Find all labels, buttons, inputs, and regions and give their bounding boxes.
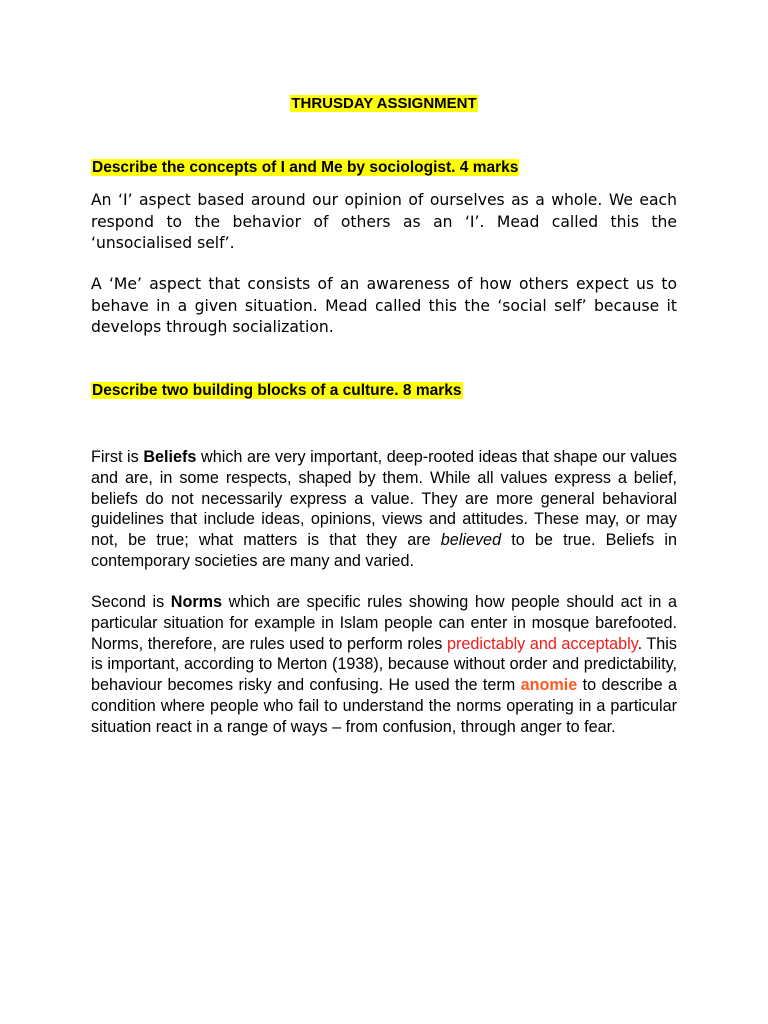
norms-term: Norms	[170, 593, 223, 611]
question-2-heading	[91, 380, 681, 402]
anomie-term: anomie	[520, 676, 578, 695]
question-2-heading-text: Describe two building blocks of a culture. 8 marks	[92, 382, 462, 399]
beliefs-term: Beliefs	[143, 448, 197, 466]
beliefs-text-1: which are very important, deep-rooted ideas that shape our values and are, in some respects, shaped by them. While all values express a belief, beliefs do not necessarily express a value. They are more general behavioral guidelines that include ideas, opinions, views and attitudes. These may, or may not, be true; what matters is that they are	[91, 448, 677, 550]
norms-text-3: to describe a condition where people who fail to understand the norms operating in a particular situation react in a range of ways – from confusion, through anger to fear.	[91, 676, 677, 736]
beliefs-text-2: to be true. Beliefs in contemporary societies are many and varied.	[91, 531, 678, 570]
predictably-acceptably-phrase: predictably and acceptably	[446, 634, 638, 653]
norms-text-2: . This is important, according to Merton (1938), because without order and predictability, behaviour becomes risky and confusing. He used the term	[91, 634, 677, 695]
norms-lead: Second is	[91, 593, 171, 611]
norms-text-1: which are specific rules showing how people should act in a particular situation for example in Islam people can enter in mosque barefooted. Norms, therefore, are rules used to perform roles	[91, 593, 677, 653]
beliefs-paragraph	[91, 447, 677, 572]
norms-paragraph	[91, 592, 677, 738]
question-1-heading-text: Describe the concepts of I and Me by sociologist. 4 marks	[92, 159, 519, 176]
i-aspect-paragraph: An ‘I’ aspect based around our opinion of ourselves as a whole. We each respond to the behavior of others as an ‘I’. Mead called this the ‘unsocialised self’.	[91, 191, 677, 252]
question-1-heading	[91, 157, 681, 179]
believed-emphasis: believed	[440, 531, 502, 550]
document-title	[0, 93, 768, 115]
beliefs-lead: First is	[91, 448, 144, 466]
title-highlight: THRUSDAY ASSIGNMENT	[291, 95, 477, 112]
me-aspect-paragraph: A ‘Me’ aspect that consists of an awareness of how others expect us to behave in a given situation. Mead called this the ‘social self’ because it develops through socialization.	[91, 275, 677, 336]
